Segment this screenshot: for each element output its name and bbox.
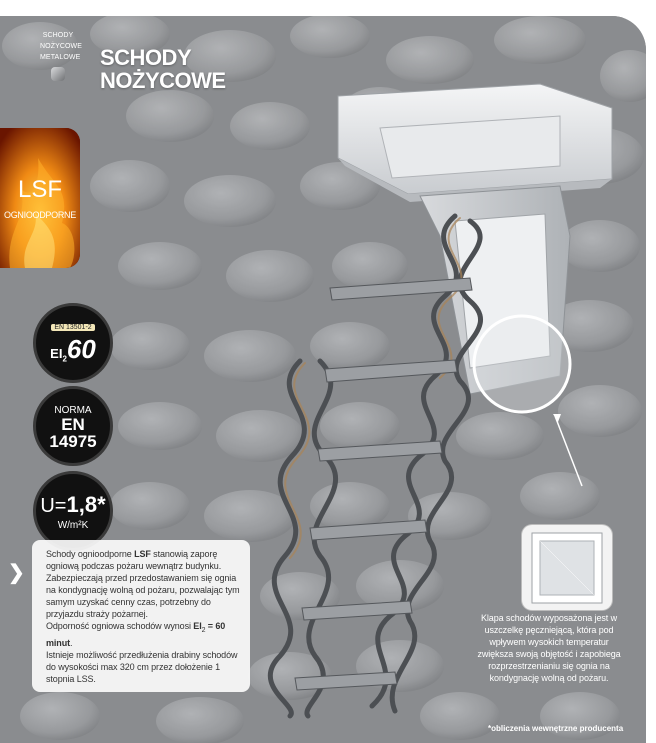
- category-line-1: SCHODY: [42, 32, 74, 39]
- u-value-prefix: U=: [40, 495, 67, 517]
- u-value-star: *: [97, 492, 106, 517]
- fire-class-standard: EN 13501-2: [51, 324, 94, 331]
- seal-caption: Klapa schodów wyposażona jest w uszczelkę pęczniejącą, która pod wpływem wysokich temperatur zwiększa swoją objętość i zapobiega rozprzestrzenianiu się ognia na kondygnację wolną od pożaru.: [477, 613, 621, 683]
- title-line-1: SCHODY: [100, 45, 192, 70]
- category-line-2: NOŻYCOWE: [40, 43, 83, 50]
- desc-p1-post: stanowią zaporę ogniową podczas pożaru wewnątrz budynku. Zabezpieczają przed przedostawaniem się ognia na kondygnację wolną od pożaru, pozwalając tym samym uzyskać cenny czas, potrzebny do przyjazdu straży pożarnej.: [46, 549, 240, 619]
- detail-magnifier: [474, 316, 570, 412]
- desc-p2-pre: Odporność ogniowa schodów wynosi: [46, 621, 194, 631]
- fire-tab-label: LSF: [17, 176, 62, 203]
- desc-p1-bold: LSF: [134, 549, 151, 559]
- fire-class-sub: 2: [62, 354, 67, 364]
- footnote: *obliczenia wewnętrzne producenta: [488, 724, 624, 733]
- category-line-3: METALOWE: [40, 54, 81, 61]
- norm-number: 14975: [49, 432, 97, 451]
- product-panel: [0, 16, 646, 743]
- description-paragraph-2: [46, 620, 240, 649]
- fire-class-code: EI: [50, 346, 63, 361]
- desc-p1-pre: Schody ognioodporne: [46, 549, 135, 559]
- title-line-2: NOŻYCOWE: [100, 68, 226, 93]
- u-value-number: 1,8: [66, 492, 98, 517]
- desc-p2-bold2: = 60 minut: [46, 621, 226, 648]
- description-paragraph-1: [46, 548, 240, 620]
- fire-tab-sublabel: OGNIOODPORNE: [4, 210, 76, 220]
- desc-p2-post: .: [70, 637, 73, 648]
- u-value-unit: W/m²K: [57, 520, 89, 531]
- fire-class-minutes: 60: [66, 334, 96, 364]
- seal-detail-inset: [522, 525, 612, 610]
- desc-p2-bold1: EI: [193, 621, 202, 631]
- desc-p2-sub: 2: [201, 626, 206, 634]
- chevron-right-icon: ❯: [8, 562, 25, 584]
- norm-code: EN: [61, 415, 85, 434]
- description-paragraph-3: Istnieje możliwość przedłużenia drabiny schodów do wysokości max 320 cm przez dołożenie 1 stopnia LSS.: [46, 649, 238, 684]
- norm-label: NORMA: [54, 405, 92, 416]
- description-box: [32, 540, 250, 692]
